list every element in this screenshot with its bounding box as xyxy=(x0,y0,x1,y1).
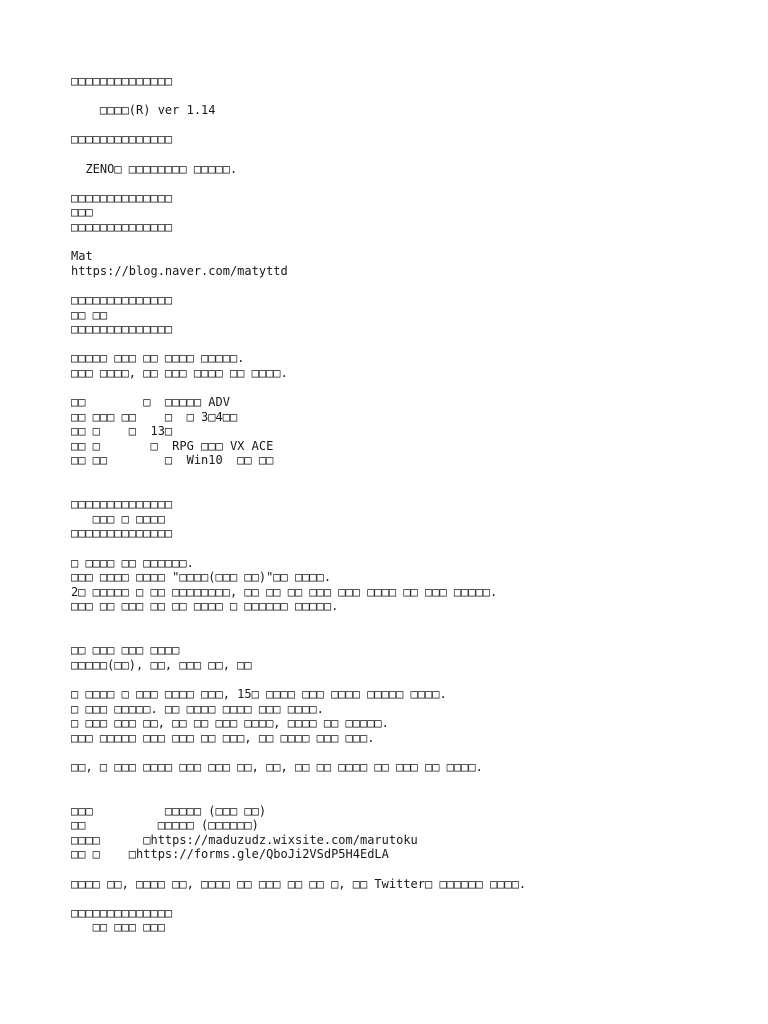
spec-engine-line: □□ □ □ RPG □□□ VX ACE xyxy=(71,438,274,453)
story-text-line: □ □□□□ □□ □□□□□□. xyxy=(71,555,194,570)
story-text-line: 2□ □□□□□ □ □□ □□□□□□□□, □□ □□ □□ □□□ □□□ □□□□ □□ □□□ □□□□□. xyxy=(71,584,498,599)
author-blog-link[interactable]: https://blog.naver.com/matyttd xyxy=(71,263,288,278)
blank-line xyxy=(71,89,751,104)
spec-age-line: □□ □ □ 13□ xyxy=(71,424,173,439)
blank-line xyxy=(71,483,751,498)
notice-text-line: □□, □ □□□ □□□□ □□□ □□□ □□, □□, □□ □□ □□□□ □□ □□□ □□ □□□□. xyxy=(71,759,483,774)
section-heading-info: □□ □□ xyxy=(71,307,108,322)
spec-playtime-line: □□ □□□ □□ □ □ 3□4□□ xyxy=(71,409,238,424)
separator-line: □□□□□□□□□□□□□□ xyxy=(71,190,173,205)
blank-line xyxy=(71,541,751,556)
blank-line xyxy=(71,147,751,162)
contact-text-line: □□□□ □□, □□□□ □□, □□□□ □□ □□□ □□ □□ □, □□ Twitter□ □□□□□□ □□□□. xyxy=(71,876,527,891)
blank-line xyxy=(71,862,751,877)
separator-line: □□□□□□□□□□□□□□ xyxy=(71,497,173,512)
blank-line xyxy=(71,891,751,906)
warning-heading: □□ □□□ □□□ □□□□ xyxy=(71,643,180,658)
warning-tags-line: □□□□□(□□), □□, □□□ □□, □□ xyxy=(71,657,252,672)
warning-text-line: □ □□□ □□□□□. □□ □□□□ □□□□ □□□ □□□□. xyxy=(71,701,324,716)
separator-line: □□□□□□□□□□□□□□ xyxy=(71,905,173,920)
blank-line xyxy=(71,176,751,191)
blank-line xyxy=(71,745,751,760)
blank-line xyxy=(71,672,751,687)
author-name: Mat xyxy=(71,249,93,264)
blank-line xyxy=(71,337,751,352)
warning-text-line: □□□ □□□□□ □□□ □□□ □□ □□□, □□ □□□□ □□□ □□□. xyxy=(71,730,375,745)
feedback-form-link-line[interactable]: □□ □ □https://forms.gle/QboJi2VSdP5H4EdLA xyxy=(71,847,389,862)
section-heading-footer: □□ □□□ □□□ xyxy=(71,920,165,935)
info-text-line: □□□ □□□□, □□ □□□ □□□□ □□ □□□□. xyxy=(71,365,288,380)
blank-line xyxy=(71,775,751,790)
separator-line: □□□□□□□□□□□□□□ xyxy=(71,74,173,88)
separator-line: □□□□□□□□□□□□□□ xyxy=(71,292,173,307)
section-heading-author: □□□ xyxy=(71,205,93,220)
blank-line xyxy=(71,614,751,629)
story-text-line: □□□ □□□□ □□□□ "□□□□(□□□ □□)"□□ □□□□. xyxy=(71,570,332,585)
blank-line xyxy=(71,118,751,133)
blank-line xyxy=(71,629,751,644)
section-heading-story: □□□ □ □□□□ xyxy=(71,511,165,526)
title-version-line: □□□□(R) ver 1.14 xyxy=(71,103,216,118)
spec-genre-line: □□ □ □□□□□ ADV xyxy=(71,395,230,410)
blank-line xyxy=(71,380,751,395)
info-text-line: □□□□□ □□□ □□ □□□□ □□□□□. xyxy=(71,351,245,366)
blank-line xyxy=(71,235,751,250)
separator-line: □□□□□□□□□□□□□□ xyxy=(71,526,173,541)
intro-line: ZENO□ □□□□□□□□ □□□□□. xyxy=(71,161,238,176)
spec-os-line: □□ □□ □ Win10 □□ □□ xyxy=(71,453,274,468)
separator-line: □□□□□□□□□□□□□□ xyxy=(71,132,173,147)
separator-line: □□□□□□□□□□□□□□ xyxy=(71,322,173,337)
warning-text-line: □ □□□□ □ □□□ □□□□ □□□, 15□ □□□□ □□□ □□□□ □□□□□ □□□□. xyxy=(71,686,447,701)
readme-document xyxy=(71,74,751,935)
warning-text-line: □ □□□ □□□ □□, □□ □□ □□□ □□□□, □□□□ □□ □□□□□. xyxy=(71,716,389,731)
blank-line xyxy=(71,468,751,483)
blank-line xyxy=(71,789,751,804)
website-link-line[interactable]: □□□□ □https://maduzudz.wixsite.com/marutoku xyxy=(71,832,418,847)
story-text-line: □□□ □□ □□□ □□ □□ □□□□ □ □□□□□□ □□□□□. xyxy=(71,599,339,614)
credit-line: □□□ □□□□□ (□□□ □□) xyxy=(71,803,267,818)
credit-line: □□ □□□□□ (□□□□□□) xyxy=(71,818,259,833)
separator-line: □□□□□□□□□□□□□□ xyxy=(71,219,173,234)
blank-line xyxy=(71,278,751,293)
